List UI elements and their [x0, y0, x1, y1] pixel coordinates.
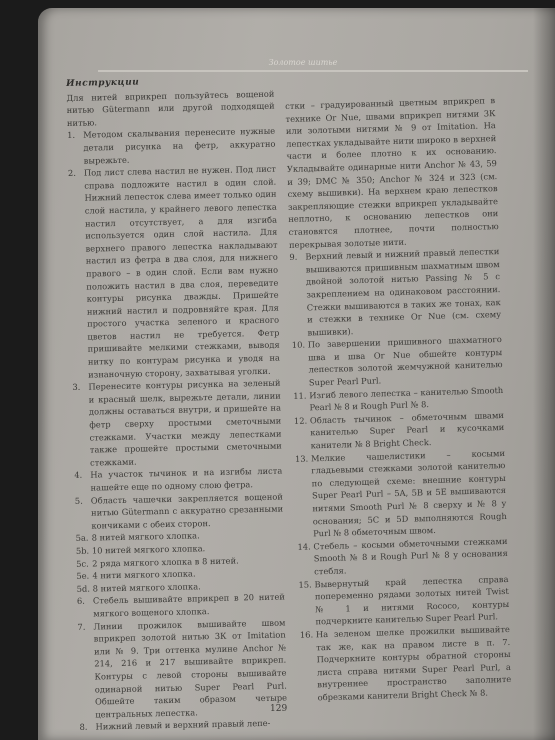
item-text: Линии прожилок вышивайте швом вприкреп золотой нитью 3К от Imitation или № 9. Три оттенка мулине Anchor № 214, 216 и 217 вышивайте вприкреп. Контуры с левой стороны вышивайте одинарной нитью Super Pearl Purl. Обшейте таким образом четыре центральных лепестка. [93, 617, 288, 720]
item-number: 14. [297, 541, 311, 552]
item-number: 5e. [76, 570, 90, 582]
instruction-item [295, 447, 507, 541]
book-page [38, 8, 555, 740]
item-number: 4. [74, 470, 83, 481]
item-text: Мелкие чашелистики – косыми гладьевыми стежками золотой канителью по следующей схеме: внешние контуры Super Pearl Purl – 5A, 5B и 5E вышиваются нитями Smooth Purl № 8 сверху и № 8 у основания; 5C и 5D выполняются Rough Purl № 8 обметочным швом. [310, 447, 507, 539]
item-text: Методом скалывания перенесите нужные детали рисунка на фетр, аккуратно вырежьте. [83, 126, 276, 166]
continued-paragraph: стки – градуированный цветным вприкреп в технике Or Nue, швами вприкреп нитями 3К или золотыми нитями № 9 от Imitation. На лепестках укладывайте нити широко в верхней части и более плотно к их основанию. Укладывайте одинарные нити Anchor № 43, 59 и 39; DMC № 350; Anchor № 324 и 323 (см. схему вышивки). На верхнем краю лепестков закрепляющие стежки вприкреп укладывайте неплотно, к основанию лепестков они становятся плотнее, почти полностью перекрывая золотые нити. [285, 95, 499, 250]
instruction-item [300, 623, 512, 704]
item-text: Перенесите контуры рисунка на зеленый и красный шелк, вырежьте детали, линии должны оставаться внутри, и пришейте на фетр сверху простыми сметочными стежками. Участки между лепестками также прошейте простыми сметочными стежками. [88, 377, 282, 468]
item-text: На зеленом шелке прожилки вышивайте так же, как на правом листе в п. 7. Подчеркните контуры обратной стороны листа справа нитями Super Pearl Purl, а внутреннее пространство заполните обрезками канители Bright Check № 8. [315, 623, 512, 703]
header-rule [98, 70, 528, 72]
item-number: 9. [289, 251, 298, 263]
instruction-item [77, 616, 287, 721]
item-text: Стебель – косыми обметочными стежками Smooth № 8 и Rough Purl № 8 у основания стебля. [313, 535, 508, 577]
item-number: 16. [299, 629, 314, 640]
item-text: Вывернутый край лепестка справа попеременно рядами золотых нитей Twist № 1 и нитями Rococo, контуры подчеркните канителью Super Pearl Purl. [314, 573, 510, 627]
intro-paragraph: Для нитей вприкреп пользуйтесь вощеной нитью Gütermann или другой подходящей нитью. [66, 88, 275, 128]
instruction-item [297, 535, 508, 579]
right-column [285, 94, 512, 704]
item-number: 11. [293, 390, 307, 401]
instruction-item [75, 490, 284, 532]
item-number: 7. [77, 621, 86, 632]
item-number: 12. [293, 415, 308, 426]
item-text: Под лист слева настил не нужен. Под лист справа подложите настил в один слой. Нижний лепесток слева имеет только один слой настила, у крайнего левого лепестка настил отсутствует, а для изгиба используется один слой настила. Для верхнего правого лепестка накладывают настил из фетра в два слоя, для нижнего правого – в один слой. Если вам нужно положить настил в два слоя, переведите контуры рисунка дважды. Пришейте нижний настил и подровняйте края. Для простого участка зеленого и красного цветов настил не требуется. Фетр пришивайте мелкими стежками, выводя нитку по контурам рисунка и уводя на изнаночную сторону, захватывая уголки. [83, 163, 281, 380]
item-number: 5a. [75, 533, 89, 544]
page-number: 129 [270, 704, 288, 714]
item-text: 8 нитей мягкого хлопка. [92, 581, 201, 594]
left-column [66, 74, 288, 734]
item-text: 10 нитей мягкого хлопка. [91, 543, 206, 556]
page-spine-shadow [533, 8, 555, 740]
item-text: Стебель вышивайте вприкреп в 20 нитей мягкого вощеного хлопка. [92, 591, 286, 619]
item-text: Верхний левый и нижний правый лепестки вышиваются пришивным шахматным швом двойной золотой нитью Passing № 5 с закреплением на одинаковом расстоянии. Стежки вышиваются в таких же тонах, как и стежки в технике Or Nue (см. схему вышивки). [305, 246, 502, 338]
item-text: Нижний левый и верхний правый лепе- [95, 718, 271, 732]
instruction-item [289, 245, 501, 339]
item-number: 10. [291, 339, 306, 351]
item-text: 2 ряда мягкого хлопка в 8 нитей. [92, 555, 239, 569]
item-number: 15. [298, 579, 312, 590]
instruction-item [292, 333, 503, 389]
item-text: 8 нитей мягкого хлопка. [91, 530, 200, 543]
item-number: 5c. [76, 558, 89, 569]
item-text: По завершении пришивного шахматного шва и шва Or Nue обшейте контуры лепестков золотой жемчужной канителью Super Pearl Purl. [307, 334, 503, 388]
item-number: 3. [72, 382, 81, 393]
item-number: 5b. [75, 545, 90, 556]
left-instruction-list [67, 125, 288, 734]
instruction-item [68, 163, 280, 381]
item-text: Область тычинок – обметочным швами канителью Super Pearl и кусочками канители № 8 Bright Check. [309, 409, 505, 451]
item-text: 4 нити мягкого хлопка. [92, 568, 196, 581]
item-number: 5. [74, 495, 83, 506]
instruction-item [298, 573, 509, 629]
item-number: 13. [294, 453, 309, 464]
instruction-item [72, 377, 282, 469]
instruction-item [294, 409, 505, 453]
item-number: 8. [79, 721, 88, 733]
item-number: 6. [76, 596, 85, 607]
instruction-item [67, 125, 276, 167]
item-text: На участок тычинок и на изгибы листа нашейте еще по одному слою фетра. [90, 465, 283, 493]
running-header: Золотое шитье [268, 58, 338, 67]
right-instruction-list [289, 245, 512, 704]
item-number: 2. [67, 167, 77, 179]
item-number: 1. [67, 130, 76, 141]
item-text: Изгиб левого лепестка – канителью Smooth Pearl № 8 и Rough Purl № 8. [309, 384, 504, 413]
item-text: Область чашечки закрепляется вощеной нитью Gütermann с аккуратно срезанными кончиками с обеих сторон. [90, 491, 284, 531]
item-number: 5d. [76, 583, 91, 594]
section-heading: Инструкции [66, 77, 140, 89]
